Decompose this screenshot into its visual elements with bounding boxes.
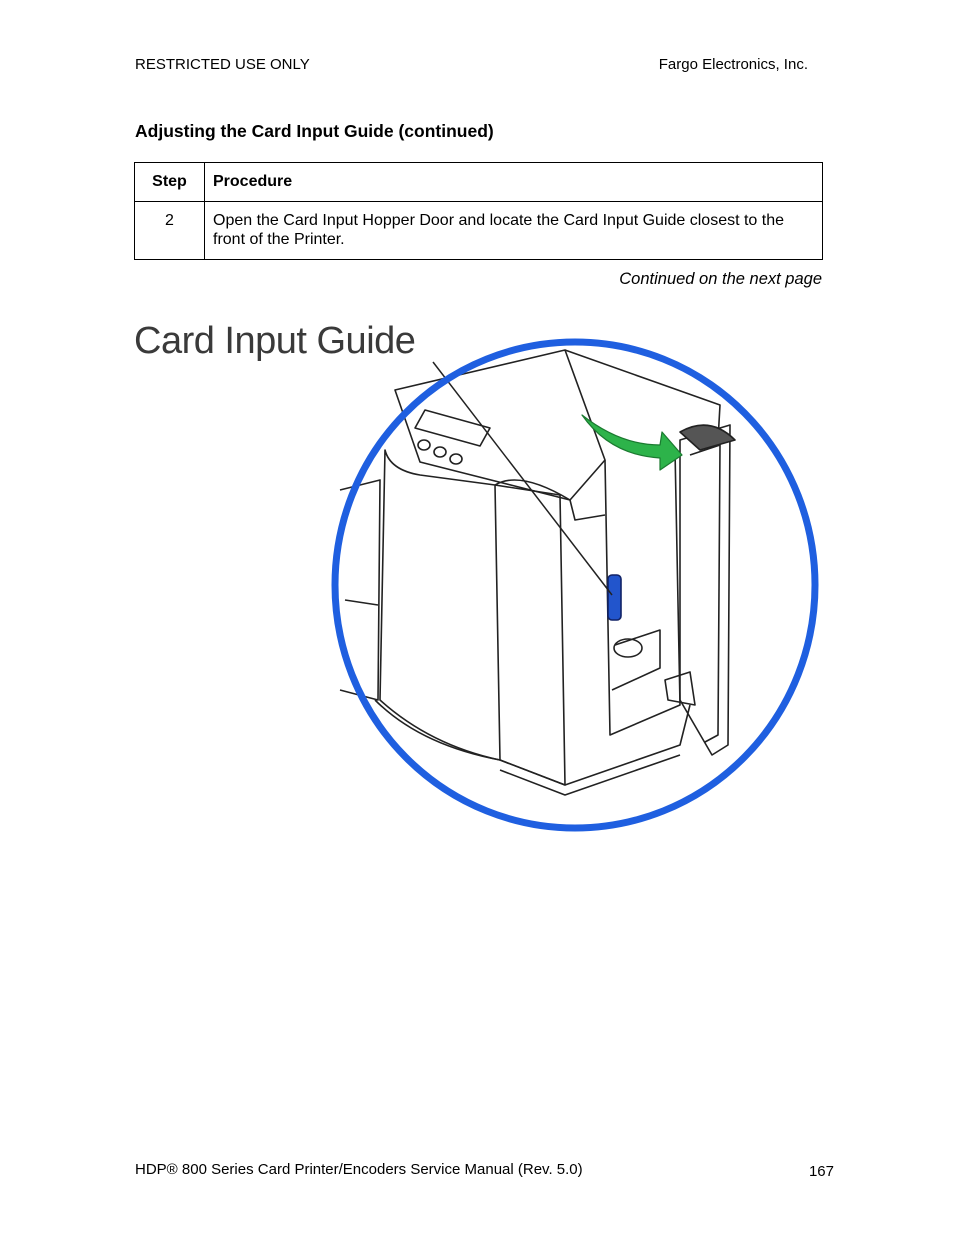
section-title: Adjusting the Card Input Guide (continued) [135, 121, 494, 141]
step-number: 2 [135, 202, 205, 260]
procedure-table [134, 162, 823, 260]
magnify-circle [335, 342, 815, 828]
button-3 [450, 454, 462, 464]
printer-illustration [130, 318, 830, 838]
table-row [135, 202, 823, 260]
pointer-line [433, 362, 612, 595]
continued-note: Continued on the next page [619, 270, 822, 288]
footer-manual-title: HDP® 800 Series Card Printer/Encoders Service Manual (Rev. 5.0) [135, 1161, 583, 1178]
table-header-row [135, 163, 823, 202]
figure-caption: Card Input Guide [134, 320, 416, 362]
procedure-text: Open the Card Input Hopper Door and locate the Card Input Guide closest to the front of the Printer. [205, 202, 823, 260]
header-restricted: RESTRICTED USE ONLY [135, 56, 310, 73]
front-cover-line [495, 485, 565, 785]
page-number: 167 [808, 1163, 834, 1180]
printer-top-panel [395, 350, 605, 500]
roller [614, 639, 642, 657]
column-header-procedure: Procedure [205, 163, 823, 202]
button-1 [418, 440, 430, 450]
button-2 [434, 447, 446, 457]
card-input-guide [608, 575, 621, 620]
door-arrow-icon [582, 415, 682, 470]
front-cover [380, 450, 500, 760]
hopper-door [680, 425, 730, 755]
door-latch [680, 425, 735, 450]
header-company: Fargo Electronics, Inc. [658, 56, 808, 73]
column-header-step: Step [135, 163, 205, 202]
